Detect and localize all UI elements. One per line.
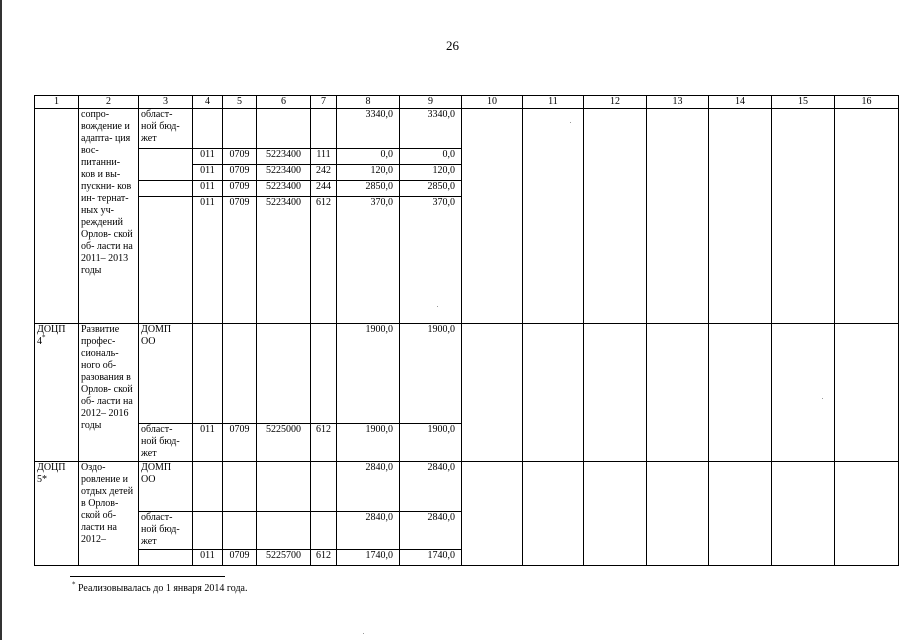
funding-source-cell: ДОМП ОО [139, 324, 193, 424]
header-cell: 15 [772, 96, 835, 109]
amount-cell: 120,0 [337, 165, 400, 181]
scan-speck [822, 398, 823, 399]
amount-cell: 2840,0 [337, 512, 400, 550]
code-cell: 612 [311, 197, 337, 324]
code-cell: 612 [311, 550, 337, 566]
header-cell: 13 [647, 96, 709, 109]
header-cell: 8 [337, 96, 400, 109]
code-cell: 5225700 [257, 550, 311, 566]
amount-cell: 370,0 [337, 197, 400, 324]
footnote [72, 580, 248, 594]
funding-source-cell: ДОМП ОО [139, 462, 193, 512]
header-cell: 4 [193, 96, 223, 109]
code-cell: 612 [311, 424, 337, 462]
amount-cell: 2840,0 [400, 462, 462, 512]
code-cell: 0709 [223, 165, 257, 181]
code-cell: 5225000 [257, 424, 311, 462]
amount-cell: 1740,0 [337, 550, 400, 566]
amount-cell: 3340,0 [337, 109, 400, 149]
header-cell: 7 [311, 96, 337, 109]
amount-cell: 1740,0 [400, 550, 462, 566]
amount-cell: 1900,0 [400, 324, 462, 424]
amount-cell: 1900,0 [400, 424, 462, 462]
program-name-cell: Оздо- ровление и отдых детей в Орлов- ской об- ласти на 2012– [79, 462, 139, 566]
program-name-cell: Развитие профес- сиональ- ного об- разования в Орлов- ской об- ласти на 2012– 2016 годы [79, 324, 139, 462]
code-cell: 111 [311, 149, 337, 165]
header-cell: 3 [139, 96, 193, 109]
header-cell: 14 [709, 96, 772, 109]
code-cell: 5223400 [257, 181, 311, 197]
code-cell: 242 [311, 165, 337, 181]
amount-cell: 0,0 [400, 149, 462, 165]
funding-source-cell: област- ной бюд- жет [139, 109, 193, 149]
page-left-edge [0, 0, 2, 640]
code-cell: 0709 [223, 197, 257, 324]
amount-cell: 1900,0 [337, 324, 400, 424]
code-cell: 0709 [223, 550, 257, 566]
code-cell: 011 [193, 197, 223, 324]
footnote-divider [70, 576, 225, 577]
amount-cell: 3340,0 [400, 109, 462, 149]
header-cell: 16 [835, 96, 899, 109]
code-cell: 5223400 [257, 149, 311, 165]
code-cell: 011 [193, 550, 223, 566]
code-cell: 0709 [223, 149, 257, 165]
amount-cell: 2850,0 [400, 181, 462, 197]
budget-table [34, 95, 899, 566]
code-cell: 011 [193, 149, 223, 165]
amount-cell: 1900,0 [337, 424, 400, 462]
header-cell: 5 [223, 96, 257, 109]
footnote-text: Реализовывалась до 1 января 2014 года. [75, 583, 248, 594]
amount-cell: 2840,0 [337, 462, 400, 512]
code-cell: 011 [193, 165, 223, 181]
header-cell: 11 [523, 96, 584, 109]
header-row [35, 96, 899, 109]
code-cell: 244 [311, 181, 337, 197]
header-cell: 10 [462, 96, 523, 109]
code-cell: 011 [193, 181, 223, 197]
header-cell: 12 [584, 96, 647, 109]
footnote-mark: * [72, 580, 76, 589]
program-code-cell [35, 109, 79, 324]
table-row [35, 462, 899, 512]
amount-cell: 370,0 [400, 197, 462, 324]
scan-speck [437, 306, 438, 307]
funding-source-cell: област- ной бюд- жет [139, 512, 193, 550]
scan-speck [570, 122, 571, 123]
code-cell: 5223400 [257, 165, 311, 181]
code-cell: 0709 [223, 424, 257, 462]
program-code-cell: ДОЦП 5* [35, 462, 79, 566]
header-cell: 6 [257, 96, 311, 109]
code-cell: 011 [193, 424, 223, 462]
scan-speck [363, 633, 364, 634]
funding-source-cell: област- ной бюд- жет [139, 424, 193, 462]
table-row [35, 324, 899, 424]
amount-cell: 0,0 [337, 149, 400, 165]
amount-cell: 2850,0 [337, 181, 400, 197]
header-cell: 1 [35, 96, 79, 109]
code-cell: 0709 [223, 181, 257, 197]
code-cell: 5223400 [257, 197, 311, 324]
amount-cell: 120,0 [400, 165, 462, 181]
header-cell: 2 [79, 96, 139, 109]
amount-cell: 2840,0 [400, 512, 462, 550]
table-row [35, 109, 899, 149]
header-cell: 9 [400, 96, 462, 109]
program-code-cell: ДОЦП 4* [35, 324, 79, 462]
program-name-cell: сопро- вождение и адапта- ция вос- питанни- ков и вы- пускни- ков ин- тернат- ных уч- реждений Орлов- ской об- ласти на 2011– 2013 годы [79, 109, 139, 324]
page-number: 26 [446, 38, 459, 53]
